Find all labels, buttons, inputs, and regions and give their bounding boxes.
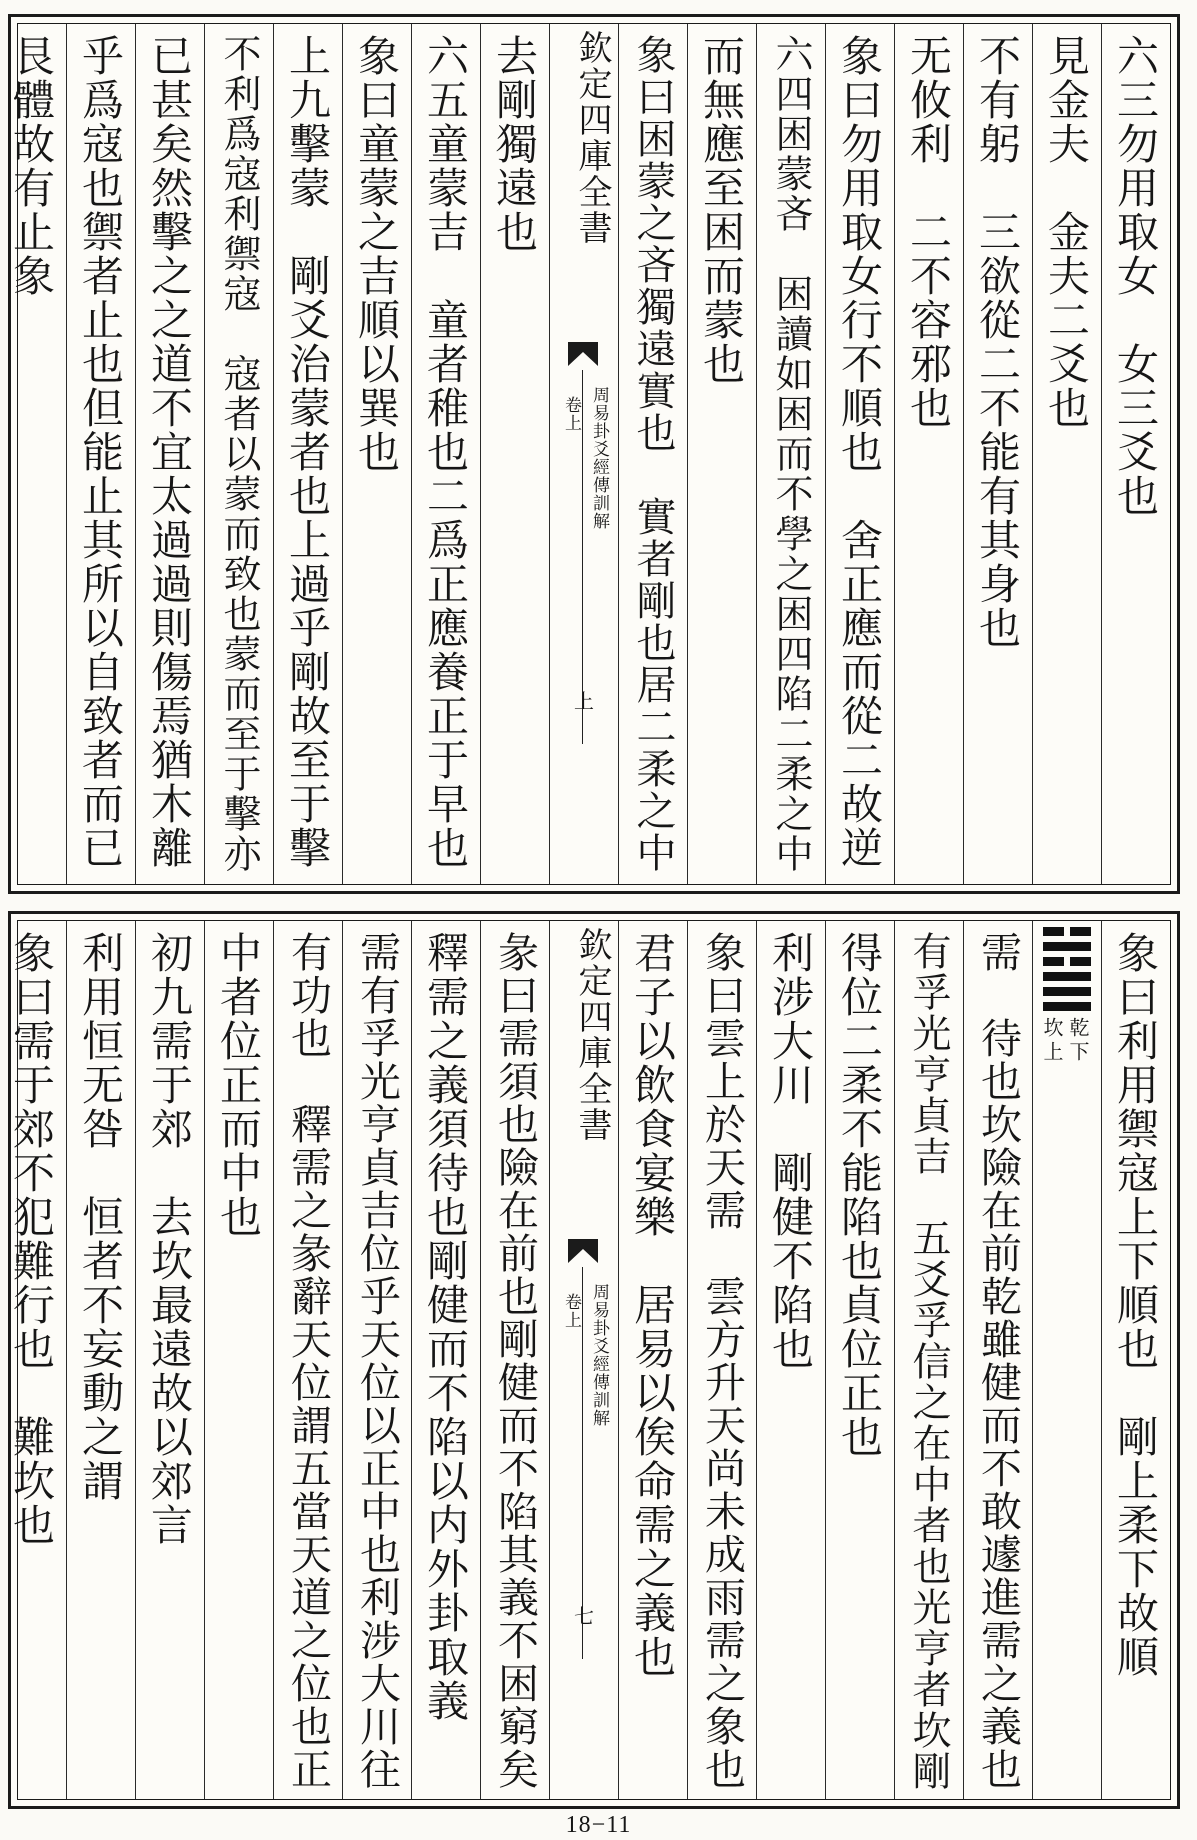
bottom-text-column bbox=[756, 921, 825, 1799]
bottom-page-frame bbox=[7, 920, 1171, 1800]
bottom-column-text: 初九需于郊 去坎最遠故以郊言 bbox=[145, 931, 194, 1547]
top-page-frame bbox=[7, 23, 1171, 885]
top-column-text: 无攸利 二不容邪也 bbox=[904, 34, 953, 430]
bottom-text-column bbox=[825, 921, 894, 1799]
top-text-column bbox=[411, 24, 480, 884]
bottom-column-text: 需有孚光亨貞吉位乎天位以正中也利涉大川往 bbox=[353, 931, 401, 1791]
top-text-column bbox=[687, 24, 756, 884]
trigram-upper-position: 上 bbox=[1040, 1041, 1064, 1061]
top-text-column bbox=[66, 24, 135, 884]
top-text-column bbox=[894, 24, 963, 884]
top-fish-tail-mark bbox=[568, 342, 598, 366]
bottom-text-column bbox=[0, 921, 66, 1799]
top-text-column bbox=[1032, 24, 1101, 884]
bottom-column-text: 象曰需于郊不犯難行也 難坎也 bbox=[7, 931, 56, 1547]
top-column-text: 不利爲寇利禦寇 寇者以蒙而致也蒙而至于擊亦 bbox=[217, 34, 261, 874]
top-text-column bbox=[273, 24, 342, 884]
top-column-text: 去剛獨遠也 bbox=[490, 34, 539, 254]
top-column-text: 已甚矣然擊之之道不宜太過過則傷焉猶木離 bbox=[145, 34, 194, 870]
bottom-volume: 卷上 bbox=[561, 1293, 581, 1329]
bottom-column-text: 象曰雲上於天需 雲方升天尚未成雨需之象也 bbox=[698, 931, 746, 1791]
top-page bbox=[8, 14, 1180, 894]
page-footer-number: 18−11 bbox=[565, 1812, 632, 1838]
top-text-column bbox=[825, 24, 894, 884]
top-spine bbox=[549, 24, 618, 884]
bottom-spine bbox=[549, 921, 618, 1799]
hexagram-trigram-label bbox=[1037, 1017, 1097, 1077]
bottom-column-text: 釋需之義須待也剛健而不陷以内外卦取義 bbox=[421, 931, 470, 1723]
bottom-book-title: 周易卦爻經傳訓解 bbox=[589, 1283, 609, 1427]
bottom-text-column bbox=[963, 921, 1032, 1799]
hexagram-line bbox=[1043, 1002, 1091, 1011]
bottom-column-text: 彖曰需須也險在前也剛健而不陷其義不困窮矣 bbox=[491, 931, 539, 1791]
top-text-column bbox=[756, 24, 825, 884]
top-column-text: 象曰童蒙之吉順以巽也 bbox=[352, 34, 401, 474]
hexagram-line bbox=[1043, 957, 1091, 966]
bottom-column-text: 利用恒无咎 恒者不妄動之謂 bbox=[76, 931, 125, 1503]
bottom-leaf-number: 七 bbox=[574, 1604, 594, 1628]
top-column-text: 六三勿用取女 女三爻也 bbox=[1111, 34, 1160, 518]
bottom-column-text: 有孚光亨貞吉 五爻孚信之在中者也光亨者坎剛 bbox=[906, 931, 951, 1792]
top-column-text: 而無應至困而蒙也 bbox=[697, 34, 746, 386]
top-leaf-number: 上 bbox=[574, 689, 594, 713]
top-column-text: 象曰勿用取女行不順也 舍正應而從二故逆 bbox=[835, 34, 884, 870]
bottom-column-text: 需 待也坎險在前乾雖健而不敢遽進需之義也 bbox=[974, 931, 1022, 1791]
bottom-column-text: 中者位正而中也 bbox=[214, 931, 263, 1239]
top-text-column bbox=[204, 24, 273, 884]
top-text-column bbox=[618, 24, 687, 884]
top-column-text: 上九擊蒙 剛爻治蒙者也上過乎剛故至于擊 bbox=[283, 34, 332, 870]
bottom-text-column bbox=[618, 921, 687, 1799]
bottom-text-column bbox=[1101, 921, 1170, 1799]
bottom-header-title: 欽定四庫全書 bbox=[572, 927, 612, 1143]
bottom-column-text: 利涉大川 剛健不陷也 bbox=[766, 931, 815, 1371]
top-header-title: 欽定四庫全書 bbox=[572, 30, 612, 246]
trigram-lower: 乾 bbox=[1066, 1017, 1090, 1037]
bottom-column-text: 有功也 釋需之彖辭天位謂五當天道之位也正 bbox=[284, 931, 332, 1791]
bottom-page bbox=[8, 911, 1180, 1809]
bottom-text-column bbox=[480, 921, 549, 1799]
top-text-column bbox=[480, 24, 549, 884]
bottom-text-column bbox=[894, 921, 963, 1799]
hexagram-line bbox=[1043, 987, 1091, 996]
hexagram-line bbox=[1043, 972, 1091, 981]
bottom-column-text: 象曰利用禦寇上下順也 剛上柔下故順 bbox=[1111, 931, 1160, 1679]
bottom-text-column bbox=[204, 921, 273, 1799]
bottom-text-column bbox=[411, 921, 480, 1799]
top-book-title: 周易卦爻經傳訓解 bbox=[589, 386, 609, 530]
bottom-text-column bbox=[687, 921, 756, 1799]
hexagram-line bbox=[1043, 942, 1091, 951]
hexagram-line bbox=[1043, 927, 1091, 936]
hexagram-xu-symbol bbox=[1043, 927, 1091, 1017]
top-column-text: 六五童蒙吉 童者稚也二爲正應養正于早也 bbox=[421, 34, 470, 870]
bottom-text-column bbox=[135, 921, 204, 1799]
bottom-column-text: 君子以飲食宴樂 居易以俟命需之義也 bbox=[628, 931, 677, 1679]
top-text-column bbox=[342, 24, 411, 884]
top-column-text: 不有躬 三欲從二不能有其身也 bbox=[973, 34, 1022, 650]
top-volume: 卷上 bbox=[561, 396, 581, 432]
top-text-column bbox=[1101, 24, 1170, 884]
bottom-text-column bbox=[1032, 921, 1101, 1799]
top-column-text: 象曰困蒙之吝獨遠實也 實者剛也居二柔之中 bbox=[630, 34, 676, 874]
top-text-column bbox=[963, 24, 1032, 884]
top-column-text: 乎爲寇也禦者止也但能止其所以自致者而已 bbox=[76, 34, 125, 870]
bottom-column-text: 得位二柔不能陷也貞位正也 bbox=[835, 931, 884, 1459]
bottom-text-column bbox=[342, 921, 411, 1799]
top-text-column bbox=[135, 24, 204, 884]
bottom-text-column bbox=[66, 921, 135, 1799]
top-column-text: 六四困蒙吝 困讀如困而不學之困四陷二柔之中 bbox=[769, 34, 813, 874]
top-text-column bbox=[0, 24, 66, 884]
top-column-text: 見金夫 金夫二爻也 bbox=[1042, 34, 1091, 430]
bottom-fish-tail-mark bbox=[568, 1239, 598, 1263]
bottom-text-column bbox=[273, 921, 342, 1799]
top-column-text: 艮體故有止象 bbox=[7, 34, 56, 298]
trigram-lower-position: 下 bbox=[1066, 1041, 1090, 1061]
trigram-upper: 坎 bbox=[1040, 1017, 1064, 1037]
